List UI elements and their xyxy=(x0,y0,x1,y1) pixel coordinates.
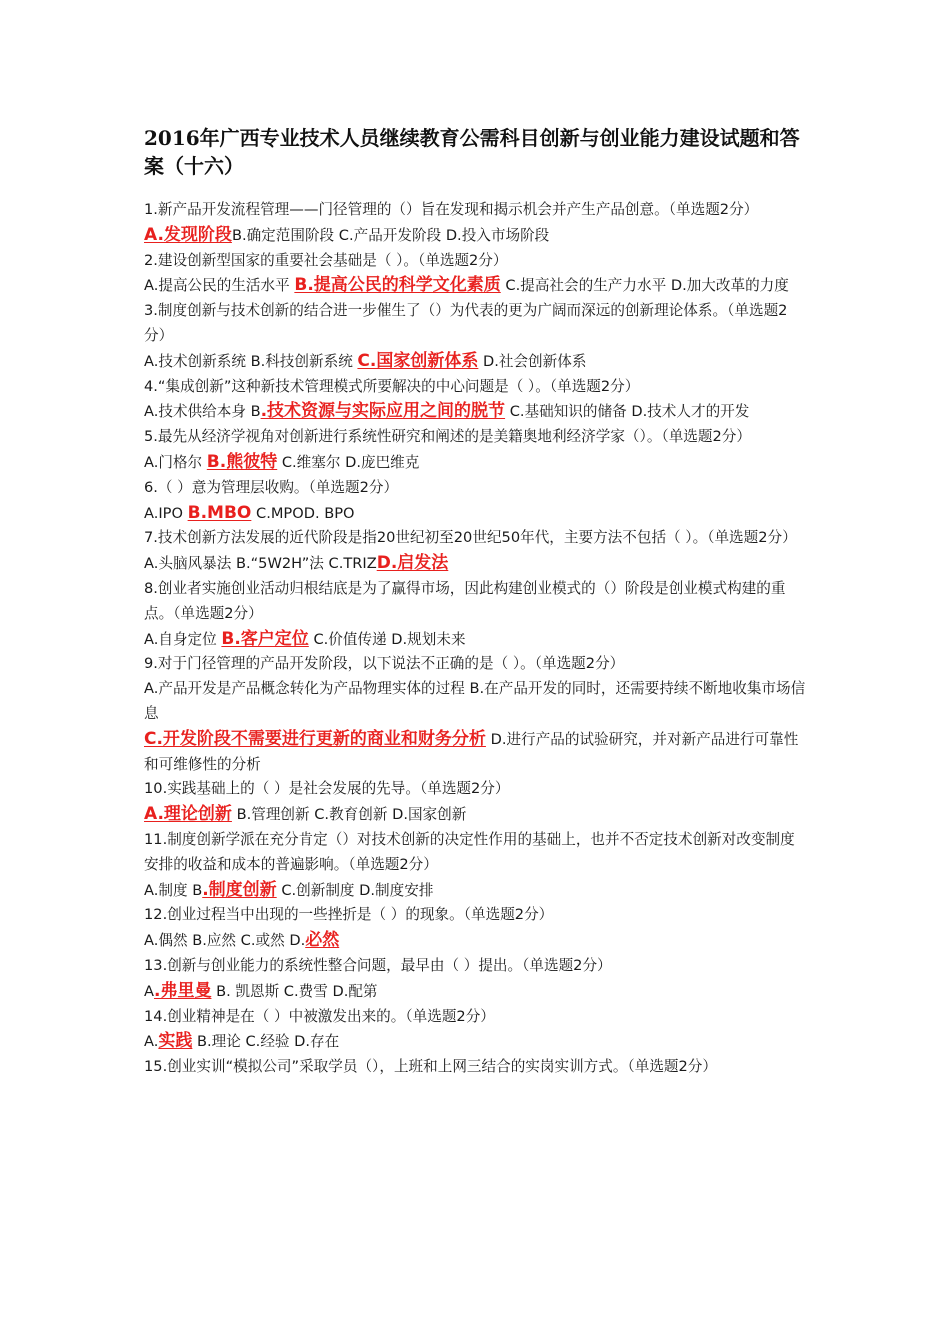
correct-answer: 必然 xyxy=(305,930,340,951)
correct-answer: A.理论创新 xyxy=(144,804,232,825)
question-text: 8.创业者实施创业活动归根结底是为了赢得市场，因此构建创业模式的（）阶段是创业模式构建的重点。（单选题2分） xyxy=(144,579,786,622)
question-text: 10.实践基础上的（ ）是社会发展的先导。（单选题2分） xyxy=(144,780,510,798)
options-line xyxy=(144,349,808,375)
option-text: C.创新制度 D.制度安排 xyxy=(276,881,434,899)
option-text: C.价值传递 D.规划未来 xyxy=(308,630,466,648)
question-text: 5.最先从经济学视角对创新进行系统性研究和阐述的是美籍奥地利经济学家（）。（单选题2分） xyxy=(144,428,751,446)
option-text: C.维塞尔 D.庞巴维克 xyxy=(277,453,420,471)
option-text: B.管理创新 C.教育创新 D.国家创新 xyxy=(231,806,467,824)
option-text: A.头脑风暴法 B.“5W2H”法 C.TRIZ xyxy=(144,555,377,573)
correct-answer: B.熊彼特 xyxy=(206,451,278,472)
option-text: B. 凯恩斯 C.费雪 D.配第 xyxy=(211,982,378,1000)
question-text: 2.建设创新型国家的重要社会基础是（ ）。（单选题2分） xyxy=(144,251,508,269)
question-list xyxy=(144,198,808,1080)
option-text: A.技术创新系统 B.科技创新系统 xyxy=(144,352,358,370)
options-line xyxy=(144,802,808,828)
options-line xyxy=(144,399,808,425)
question-text: 6.（ ）意为管理层收购。（单选题2分） xyxy=(144,478,399,496)
options-line xyxy=(144,551,808,577)
question-text: 14.创业精神是在（ ）中被激发出来的。（单选题2分） xyxy=(144,1007,495,1025)
options-line xyxy=(144,677,808,727)
option-text: A. xyxy=(144,1033,159,1051)
correct-answer: 实践 xyxy=(158,1031,193,1052)
options-line xyxy=(144,223,808,249)
options-line xyxy=(144,878,808,904)
option-text: C.基础知识的储备 D.技术人才的开发 xyxy=(505,403,750,421)
options-line xyxy=(144,273,808,299)
option-text: C.MPOD. BPO xyxy=(251,504,355,522)
option-text: A.门格尔 xyxy=(144,453,207,471)
question-text: 13.创新与创业能力的系统性整合问题，最早由（ ）提出。（单选题2分） xyxy=(144,956,612,974)
correct-answer: A.发现阶段 xyxy=(144,224,232,245)
question-text: 3.制度创新与技术创新的结合进一步催生了（）为代表的更为广阔而深远的创新理论体系。（单选题2分） xyxy=(144,302,788,344)
option-text: B.确定范围阶段 C.产品开发阶段 D.投入市场阶段 xyxy=(231,226,550,244)
question-text: 11.制度创新学派在充分肯定（）对技术创新的决定性作用的基础上，也并不否定技术创新对改变制度安排的收益和成本的普遍影响。（单选题2分） xyxy=(144,830,795,873)
correct-answer: D.启发法 xyxy=(376,553,449,574)
correct-answer: .制度创新 xyxy=(202,879,277,900)
option-text: A.技术供给本身 B xyxy=(144,403,261,421)
question-text: 4.“集成创新”这种新技术管理模式所要解决的中心问题是（ ）。（单选题2分） xyxy=(144,377,640,395)
option-text: D.社会创新体系 xyxy=(478,352,587,370)
question-text: 7.技术创新方法发展的近代阶段是指20世纪初至20世纪50年代，主要方法不包括（ ）。（单选题2分） xyxy=(144,529,797,547)
option-text: D.进行产品的试验研究，并对新产品进行可靠性和可维修性的分析 xyxy=(144,730,799,773)
option-text: A.提高公民的生活水平 xyxy=(144,277,295,295)
options-line xyxy=(144,727,808,778)
options-line xyxy=(144,627,808,653)
option-text: C.提高社会的生产力水平 D.加大改革的力度 xyxy=(500,277,789,295)
page-title: 2016年广西专业技术人员继续教育公需科目创新与创业能力建设试题和答案（十六） xyxy=(144,126,800,178)
correct-answer: B.MBO xyxy=(187,502,252,523)
correct-answer: B.客户定位 xyxy=(221,628,309,649)
option-text: A xyxy=(144,982,154,1000)
options-line xyxy=(144,979,808,1005)
correct-answer: .弗里曼 xyxy=(153,980,212,1001)
option-text: A.IPO xyxy=(144,504,188,522)
question-text: 9.对于门径管理的产品开发阶段，以下说法不正确的是（ ）。（单选题2分） xyxy=(144,655,625,673)
option-text: A.偶然 B.应然 C.或然 D. xyxy=(144,932,306,950)
correct-answer: C.开发阶段不需要进行更新的商业和财务分析 xyxy=(144,728,486,749)
correct-answer: .技术资源与实际应用之间的脱节 xyxy=(260,401,506,422)
options-line xyxy=(144,1029,808,1055)
correct-answer: B.提高公民的科学文化素质 xyxy=(294,275,501,296)
options-line xyxy=(144,501,808,527)
correct-answer: C.国家创新体系 xyxy=(357,350,479,371)
option-text: A.制度 B xyxy=(144,881,203,899)
option-text: A.产品开发是产品概念转化为产品物理实体的过程 B.在产品开发的同时，还需要持续不断地收集市场信息 xyxy=(144,680,806,722)
question-text: 1.新产品开发流程管理——门径管理的（）旨在发现和揭示机会并产生产品创意。（单选题2分） xyxy=(144,201,759,218)
options-line xyxy=(144,928,808,954)
question-text: 12.创业过程当中出现的一些挫折是（ ）的现象。（单选题2分） xyxy=(144,906,554,924)
option-text: B.理论 C.经验 D.存在 xyxy=(192,1033,340,1051)
options-line xyxy=(144,450,808,476)
option-text: A.自身定位 xyxy=(144,630,222,648)
question-text: 15.创业实训“模拟公司”采取学员（），上班和上网三结合的实岗实训方式。（单选题2分） xyxy=(144,1058,717,1076)
